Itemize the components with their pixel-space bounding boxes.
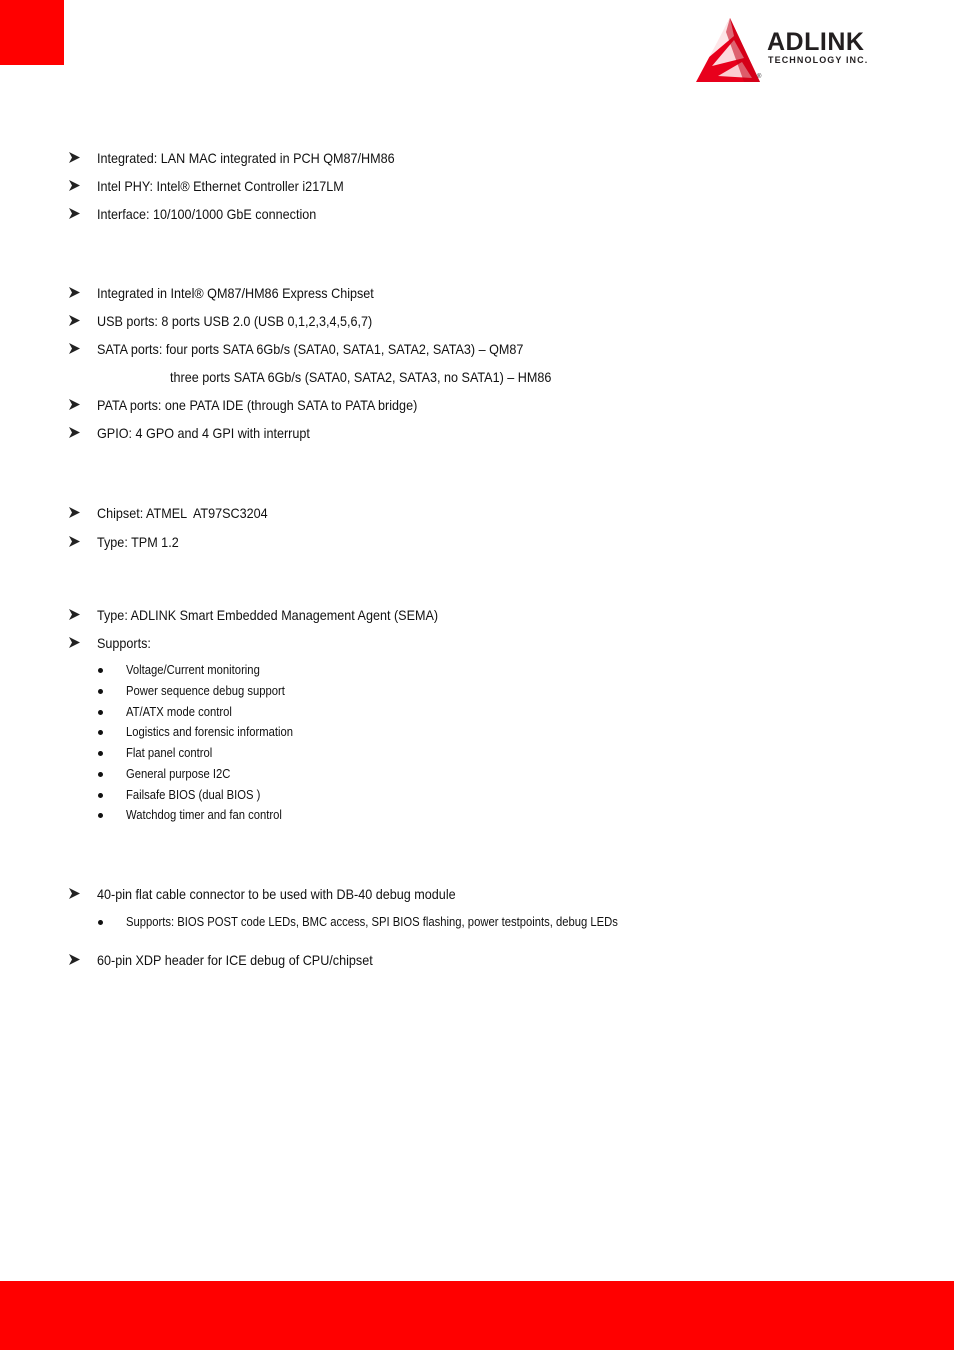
arrow-bullet-icon — [69, 287, 80, 298]
list-item-text: Intel PHY: Intel® Ethernet Controller i217LM — [97, 178, 344, 194]
list-item — [0, 606, 900, 626]
list-item-text: Chipset: ATMEL AT97SC3204 — [97, 505, 268, 521]
arrow-bullet-icon — [69, 315, 80, 326]
footer-band — [0, 1281, 954, 1350]
list-item — [0, 885, 900, 905]
dot-bullet-icon — [98, 920, 103, 925]
dot-bullet-icon — [98, 772, 103, 777]
list-item-text: USB ports: 8 ports USB 2.0 (USB 0,1,2,3,4,5,6,7) — [97, 313, 373, 329]
list-item — [0, 284, 900, 304]
sub-list-item-text: AT/ATX mode control — [126, 705, 232, 719]
logo-wordmark: ADLINK — [767, 28, 865, 56]
list-item — [0, 312, 900, 332]
dot-bullet-icon — [98, 668, 103, 673]
sub-list-item — [0, 703, 900, 721]
list-item-continuation: three ports SATA 6Gb/s (SATA0, SATA2, SATA3, no SATA1) – HM86 — [170, 369, 552, 385]
dot-bullet-icon — [98, 730, 103, 735]
arrow-bullet-icon — [69, 399, 80, 410]
list-item — [0, 504, 900, 524]
list-item — [0, 177, 900, 197]
list-item — [0, 533, 900, 553]
arrow-bullet-icon — [69, 637, 80, 648]
list-item-text: Type: ADLINK Smart Embedded Management Agent (SEMA) — [97, 607, 439, 623]
sub-list-item-text: Failsafe BIOS (dual BIOS ) — [126, 788, 261, 802]
list-item — [0, 634, 900, 654]
dot-bullet-icon — [98, 751, 103, 756]
list-item — [0, 205, 900, 225]
dot-bullet-icon — [98, 793, 103, 798]
list-item — [0, 149, 900, 169]
header-corner-tab — [0, 0, 64, 65]
dot-bullet-icon — [98, 813, 103, 818]
sub-list-item — [0, 661, 900, 679]
list-item-text: Type: TPM 1.2 — [97, 534, 179, 550]
dot-bullet-icon — [98, 710, 103, 715]
logo-triangle-icon — [696, 18, 766, 84]
list-item-text: PATA ports: one PATA IDE (through SATA to PATA bridge) — [97, 397, 418, 413]
list-item-text: GPIO: 4 GPO and 4 GPI with interrupt — [97, 425, 310, 441]
arrow-bullet-icon — [69, 208, 80, 219]
sub-list-item — [0, 744, 900, 762]
sub-list-item — [0, 913, 900, 931]
arrow-bullet-icon — [69, 609, 80, 620]
arrow-bullet-icon — [69, 536, 80, 547]
list-item-text: 60-pin XDP header for ICE debug of CPU/chipset — [97, 952, 373, 968]
list-item-text: Interface: 10/100/1000 GbE connection — [97, 206, 317, 222]
adlink-logo — [696, 18, 908, 84]
dot-bullet-icon — [98, 689, 103, 694]
arrow-bullet-icon — [69, 427, 80, 438]
arrow-bullet-icon — [69, 507, 80, 518]
sub-list-item-text: Power sequence debug support — [126, 684, 285, 698]
sub-list-item — [0, 765, 900, 783]
sub-list-item-text: Watchdog timer and fan control — [126, 808, 282, 822]
list-item — [0, 424, 900, 444]
list-item — [0, 340, 900, 360]
logo-registered-mark: ® — [757, 74, 762, 80]
arrow-bullet-icon — [69, 888, 80, 899]
sub-list-item — [0, 682, 900, 700]
list-item-text: Integrated in Intel® QM87/HM86 Express Chipset — [97, 285, 374, 301]
sub-list-item — [0, 786, 900, 804]
sub-list-item-text: Supports: BIOS POST code LEDs, BMC access, SPI BIOS flashing, power testpoints, debug LEDs — [126, 915, 618, 929]
list-item — [0, 951, 900, 971]
list-item-text: Supports: — [97, 635, 151, 651]
sub-list-item — [0, 806, 900, 824]
sub-list-item-text: General purpose I2C — [126, 767, 231, 781]
sub-list-item-text: Voltage/Current monitoring — [126, 663, 260, 677]
arrow-bullet-icon — [69, 343, 80, 354]
sub-list-item-text: Flat panel control — [126, 746, 213, 760]
list-item-text: Integrated: LAN MAC integrated in PCH QM87/HM86 — [97, 150, 395, 166]
sub-list-item-text: Logistics and forensic information — [126, 725, 293, 739]
list-item-text: 40-pin flat cable connector to be used with DB-40 debug module — [97, 886, 456, 902]
arrow-bullet-icon — [69, 180, 80, 191]
arrow-bullet-icon — [69, 152, 80, 163]
arrow-bullet-icon — [69, 954, 80, 965]
sub-list-item — [0, 723, 900, 741]
list-item-text: SATA ports: four ports SATA 6Gb/s (SATA0, SATA1, SATA2, SATA3) – QM87 — [97, 341, 524, 357]
logo-tagline: TECHNOLOGY INC. — [768, 55, 869, 65]
list-item — [0, 396, 900, 416]
